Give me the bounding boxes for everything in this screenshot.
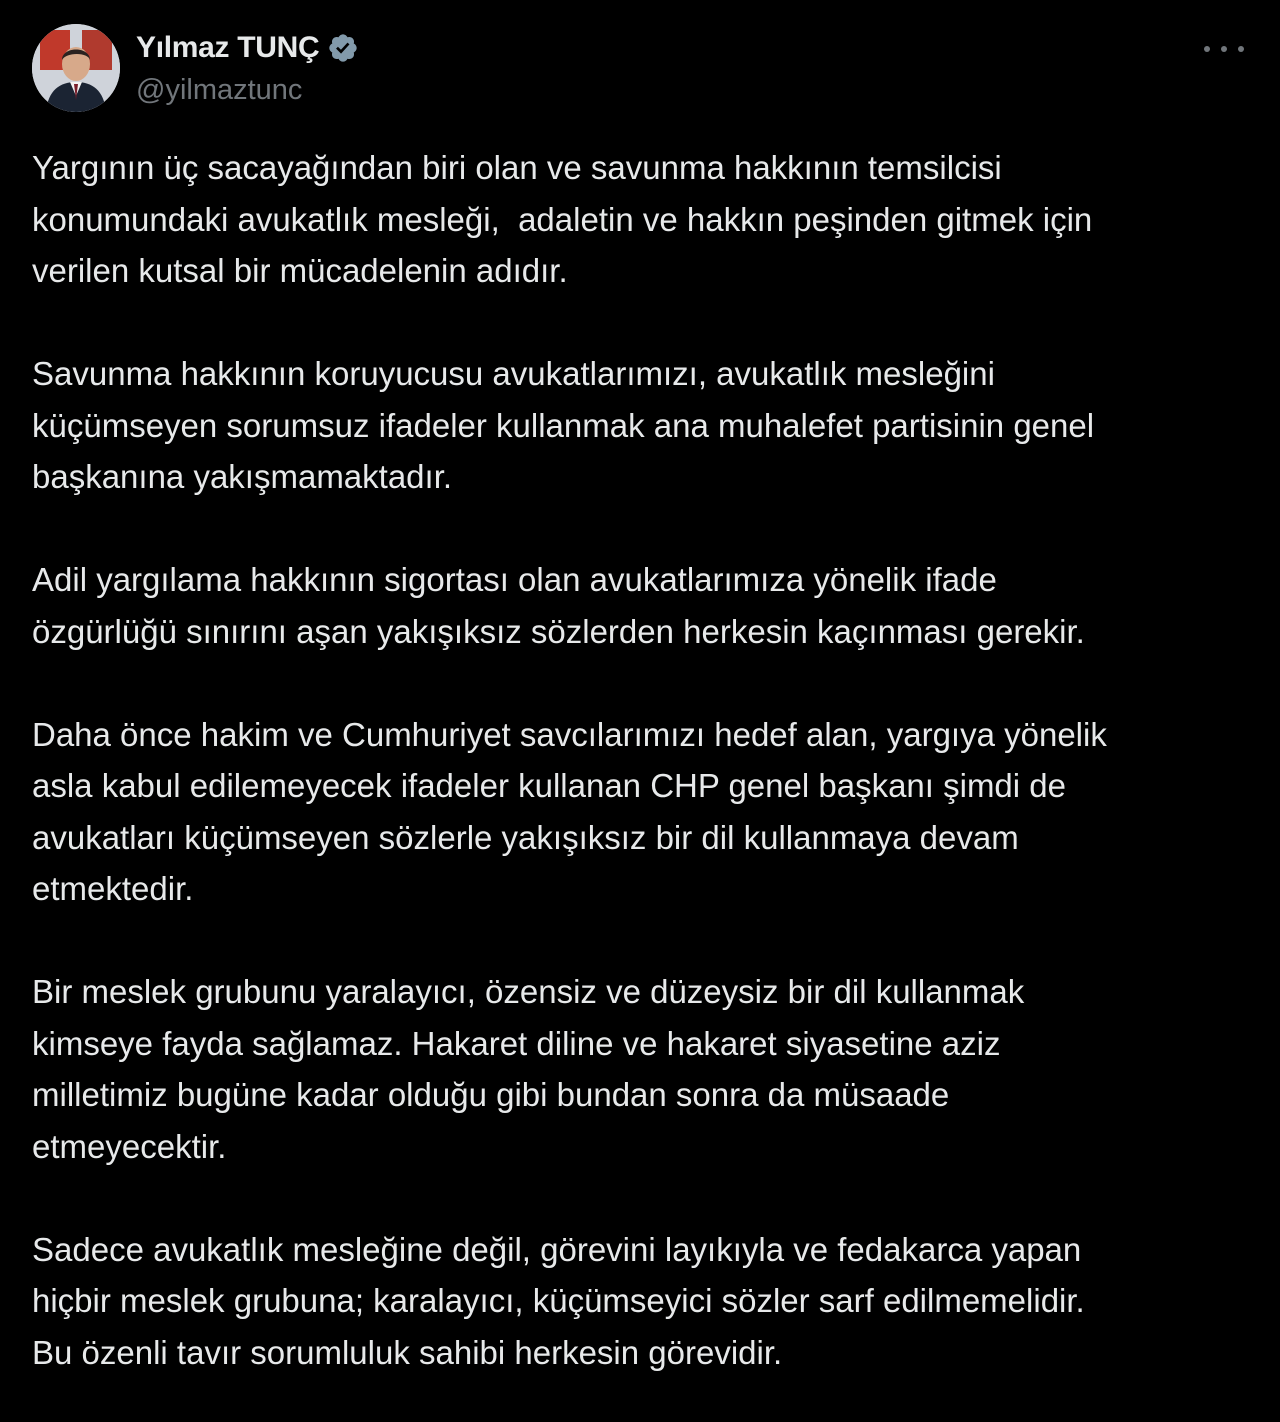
text-line: Bir meslek grubunu yaralayıcı, özensiz ve düzeysiz bir dil kullanmak — [32, 973, 1025, 1010]
text-line: küçümseyen sorumsuz ifadeler kullanmak ana muhalefet partisinin genel — [32, 406, 1095, 444]
text-line: etmektedir. — [32, 870, 194, 907]
text-line: avukatları küçümseyen sözlerle yakışıksız bir dil kullanmaya devam — [32, 818, 1019, 856]
text-line: Adil yargılama hakkının sigortası olan avukatlarımıza yönelik ifade — [32, 561, 997, 598]
more-dot — [1238, 46, 1244, 52]
text-line: özgürlüğü sınırını aşan yakışıksız sözlerden herkesin kaçınması gerekir. — [32, 612, 1085, 650]
more-dot — [1221, 46, 1227, 52]
text-line: asla kabul edilemeyecek ifadeler kullanan CHP genel başkanı şimdi de — [32, 767, 1066, 804]
avatar[interactable] — [32, 24, 120, 112]
author-name-row[interactable] — [136, 28, 359, 68]
text-line: konumundaki avukatlık mesleği, adaletin ve hakkın peşinden gitmek için — [32, 200, 1093, 238]
text-line: başkanına yakışmamaktadır. — [32, 458, 453, 495]
text-line: hiçbir meslek grubuna; karalayıcı, küçümseyici sözler sarf edilmemelidir. — [32, 1282, 1085, 1319]
text-line: Yargının üç sacayağından biri olan ve savunma hakkının temsilcisi — [32, 149, 1002, 186]
text-line: Bu özenli tavır sorumluluk sahibi herkesin görevidir. — [32, 1333, 783, 1371]
more-dot — [1204, 46, 1210, 52]
text-line: Daha önce hakim ve Cumhuriyet savcılarımızı hedef alan, yargıya yönelik — [32, 715, 1107, 753]
tweet-paragraph — [32, 554, 1260, 657]
tweet-paragraph — [32, 1224, 1260, 1379]
tweet-paragraph — [32, 709, 1260, 915]
author-handle[interactable]: @yilmaztunc — [136, 74, 303, 106]
tweet-header — [32, 24, 1248, 116]
tweet-paragraph — [32, 142, 1260, 297]
tweet-text — [32, 142, 1260, 1378]
profile-photo-icon — [32, 24, 120, 112]
text-line: milletimiz bugüne kadar olduğu gibi bundan sonra da müsaade — [32, 1076, 950, 1113]
text-line: Savunma hakkının koruyucusu avukatlarımızı, avukatlık mesleğini — [32, 355, 995, 392]
text-line: etmeyecektir. — [32, 1127, 227, 1165]
verified-badge-icon — [327, 32, 359, 64]
display-name[interactable]: Yılmaz TUNÇ — [136, 31, 320, 64]
text-line: verilen kutsal bir mücadelenin adıdır. — [32, 252, 568, 289]
tweet-paragraph — [32, 348, 1260, 503]
tweet-paragraph — [32, 966, 1260, 1172]
more-horizontal-icon[interactable] — [1204, 34, 1244, 64]
text-line: Sadece avukatlık mesleğine değil, görevini layıkıyla ve fedakarca yapan — [32, 1230, 1082, 1268]
text-line: kimseye fayda sağlamaz. Hakaret diline ve hakaret siyasetine aziz — [32, 1024, 1001, 1062]
